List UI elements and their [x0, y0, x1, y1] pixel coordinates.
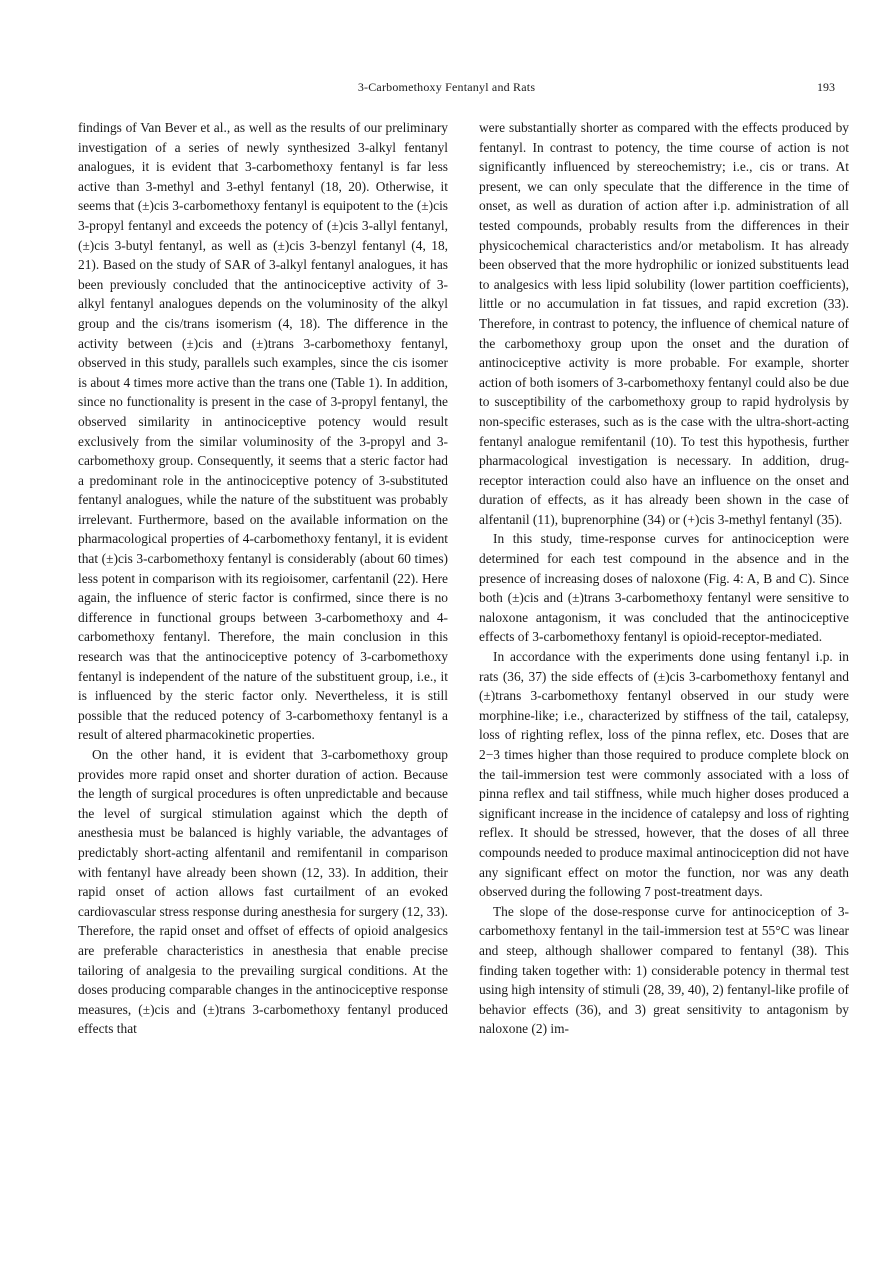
- page-number: 193: [817, 80, 835, 94]
- paragraph: On the other hand, it is evident that 3-carbomethoxy group provides more rapid onset and shorter duration of action. Because the length of surgical procedures is often unpredictable and because the level of surgical stimulation against which the depth of anesthesia must be balanced is highly variable, the advantages of predictably short-acting alfentanil and remifentanil in comparison with fentanyl have already been shown (12, 33). In addition, their rapid onset of action allows fast curtailment of an evoked cardiovascular stress response during anesthesia for surgery (12, 33). Therefore, the rapid onset and offset of effects of opioid analgesics are preferable characteristics in anesthesia that enable precise tailoring of analgesia to the prevailing surgical conditions. At the doses producing comparable changes in the antinociceptive response measures, (±)cis and (±)trans 3-carbomethoxy fentanyl produced effects that: [78, 747, 448, 1037]
- paragraph: The slope of the dose-response curve for antinociception of 3-carbomethoxy fentanyl in the tail-immersion test at 55°C was linear and steep, although shallower compared to fentanyl (38). This finding taken together with: 1) considerable potency in thermal test using high intensity of stimuli (28, 39, 40), 2) fentanyl-like profile of behavior effects (36), and 3) great sensitivity to antagonism by naloxone (2) im-: [479, 903, 849, 1037]
- paragraph: In accordance with the experiments done using fentanyl i.p. in rats (36, 37) the side effects of (±)cis 3-carbomethoxy fentanyl and (±)trans 3-carbomethoxy fentanyl observed in our study were morphine-like; i.e., characterized by stiffness of the tail, catalepsy, loss of righting reflex, loss of the pinna reflex, etc. Doses that are 2−3 times higher than those required to produce complete block on the tail-immersion test were commonly associated with a loss of pinna reflex and tail stiffness, while much higher doses produced a significant increase in the incidence of catalepsy and loss of righting reflex. It should be stressed, however, that the doses of all three compounds needed to produce maximal antinociception did not have any significant effect on motor the function, nor was any death observed during the following 7 post-treatment days.: [479, 649, 849, 900]
- right-column: [479, 118, 849, 1039]
- paragraph: In this study, time-response curves for antinociception were determined for each test compound in the absence and in the presence of increasing doses of naloxone (Fig. 4: A, B and C). Since both (±)cis and (±)trans 3-carbomethoxy fentanyl were sensitive to naloxone antagonism, it was concluded that the antinociceptive effects of 3-carbomethoxy fentanyl is opioid-receptor-mediated.: [479, 531, 849, 645]
- paragraph: were substantially shorter as compared with the effects produced by fentanyl. In contrast to potency, the time course of action is not significantly influenced by stereochemistry; i.e., cis or trans. At present, we can only speculate that the difference in the time of onset, as well as duration of action after i.p. administration of all tested compounds, probably results from the differences in their physicochemical characteristics and/or metabolism. It has already been observed that the more hydrophilic or ionized substituents lead to analgesics with less lipid solubility (lower partition coefficients), little or no accumulation in fat tissues, and rapid excretion (33). Therefore, in contrast to potency, the influence of chemical nature of the carbomethoxy group upon the onset and the duration of antinociceptive activity is more probable. For example, shorter action of both isomers of 3-carbomethoxy fentanyl could also be due to susceptibility of the carbomethoxy group to rapid hydrolysis by non-specific esterases, such as is the case with the ultra-short-acting fentanyl analogue remifentanil (10). To test this hypothesis, further pharmacological investigation is necessary. In addition, drug-receptor interaction could also have an influence on the onset and duration of effects, as it has already been shown in the case of alfentanil (11), buprenorphine (34) or (+)cis 3-methyl fentanyl (35).: [479, 120, 849, 527]
- page-header: [0, 80, 893, 100]
- paragraph: findings of Van Bever et al., as well as the results of our preliminary investigation of a series of newly synthesized 3-alkyl fentanyl analogues, it is evident that 3-carbomethoxy fentanyl is far less active than 3-methyl and 3-ethyl fentanyl (18, 20). Otherwise, it seems that (±)cis 3-carbomethoxy fentanyl is equipotent to the (±)cis 3-propyl fentanyl and exceeds the potency of (±)cis 3-allyl fentanyl, (±)cis 3-butyl fentanyl, as well as (±)cis 3-benzyl fentanyl (4, 18, 21). Based on the study of SAR of 3-alkyl fentanyl analogues, it has been previously concluded that the antinociceptive activity of 3-alkyl fentanyl analogues depends on the voluminosity of the alkyl group and the cis/trans isomerism (4, 18). The difference in the activity between (±)cis and (±)trans 3-carbomethoxy fentanyl, observed in this study, parallels such examples, since the cis isomer is about 4 times more active than the trans one (Table 1). In addition, since no functionality is present in the case of 3-propyl fentanyl, the observed similarity in antinociceptive potency would result exclusively from the similar voluminosity of the 3-propyl and 3-carbomethoxy group. Consequently, it seems that a steric factor had a predominant role in the antinociceptive potency of 3-substituted fentanyl analogues, while the nature of the substituent was probably irrelevant. Furthermore, based on the available information on the pharmacological properties of 4-carbomethoxy fentanyl, it is evident that (±)cis 3-carbomethoxy fentanyl is considerably (about 60 times) less potent in comparison with its regioisomer, carfentanil (22). Here again, the influence of steric factor is confirmed, since there is no difference in functional groups between 3-carbomethoxy and 4-carbomethoxy fentanyl. Therefore, the main conclusion in this research was that the antinociceptive potency of 3-carbomethoxy fentanyl is independent of the nature of the substituent group, i.e., it is influenced by the steric factor only. Nevertheless, it is still possible that the reduced potency of 3-carbomethoxy fentanyl is a result of altered pharmacokinetic properties.: [78, 120, 448, 743]
- running-title: 3-Carbomethoxy Fentanyl and Rats: [357, 80, 536, 94]
- left-column: [78, 118, 448, 1039]
